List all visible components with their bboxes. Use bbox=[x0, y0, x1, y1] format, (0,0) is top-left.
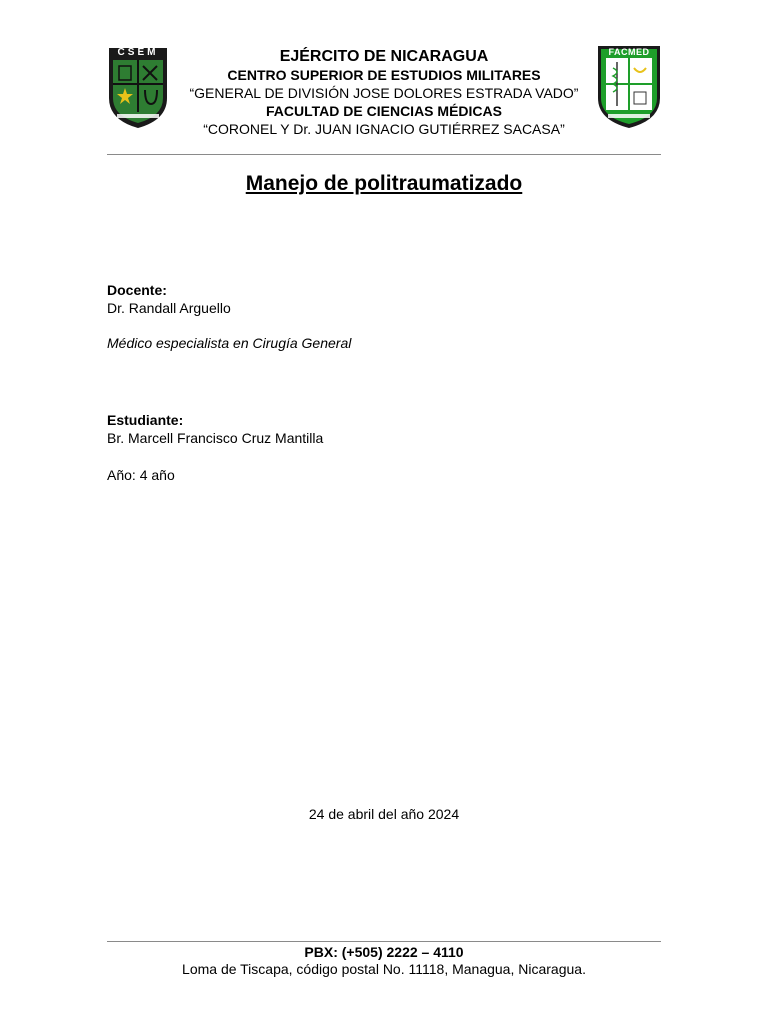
header-divider bbox=[107, 154, 661, 155]
footer-divider bbox=[107, 941, 661, 942]
estudiante-label: Estudiante: bbox=[107, 412, 184, 428]
letterhead bbox=[170, 48, 598, 138]
docente-specialty: Médico especialista en Cirugía General bbox=[107, 335, 352, 351]
center-full-name: “GENERAL DE DIVISIÓN JOSE DOLORES ESTRADA VADO” bbox=[189, 85, 579, 101]
facmed-logo-text: FACMED bbox=[608, 47, 650, 57]
document-title: Manejo de politraumatizado bbox=[245, 172, 523, 195]
footer-address: Loma de Tiscapa, código postal No. 11118, Managua, Nicaragua. bbox=[182, 961, 586, 977]
footer-phone: PBX: (+505) 2222 – 4110 bbox=[304, 944, 464, 960]
center-name: CENTRO SUPERIOR DE ESTUDIOS MILITARES bbox=[227, 67, 541, 83]
document-date: 24 de abril del año 2024 bbox=[308, 806, 460, 822]
org-name: EJÉRCITO DE NICARAGUA bbox=[279, 48, 489, 65]
facmed-logo bbox=[596, 44, 662, 130]
csem-logo-text: CSEM bbox=[117, 47, 159, 58]
student-year: Año: 4 año bbox=[107, 467, 175, 483]
faculty-name: FACULTAD DE CIENCIAS MÉDICAS bbox=[266, 103, 502, 119]
docente-label: Docente: bbox=[107, 282, 167, 298]
csem-logo bbox=[107, 46, 169, 130]
estudiante-name: Br. Marcell Francisco Cruz Mantilla bbox=[107, 430, 324, 446]
faculty-full-name: “CORONEL Y Dr. JUAN IGNACIO GUTIÉRREZ SACASA” bbox=[203, 121, 565, 137]
docente-name: Dr. Randall Arguello bbox=[107, 300, 231, 316]
